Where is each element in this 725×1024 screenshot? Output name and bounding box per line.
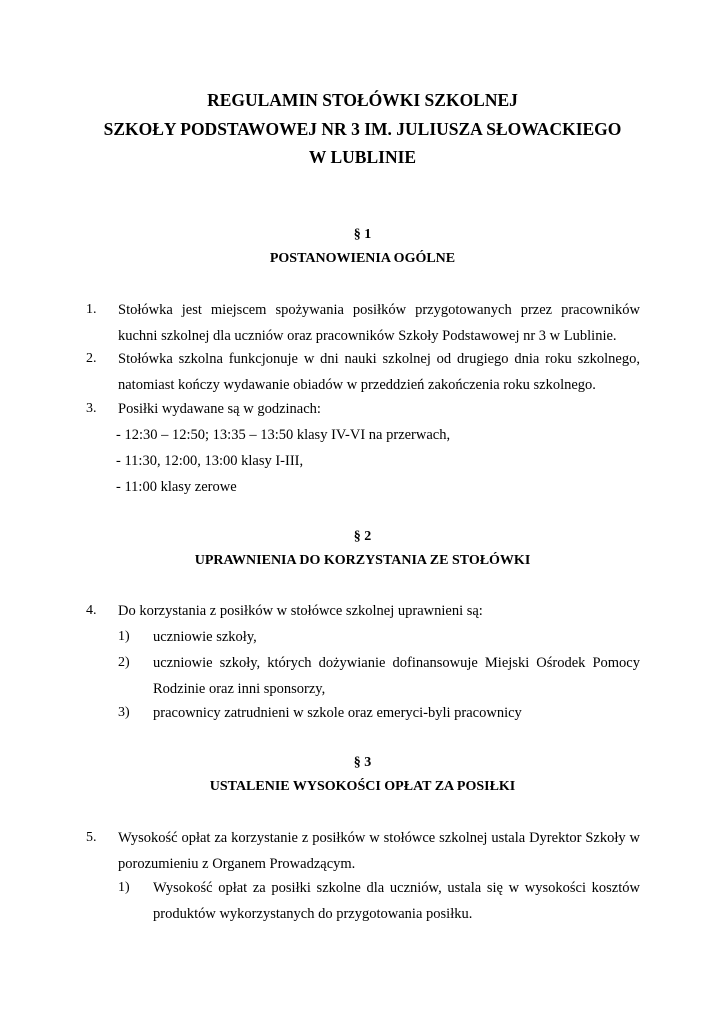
item-4-sub-1-number: 1) <box>118 629 130 644</box>
hours-line-1: - 12:30 – 12:50; 13:35 – 13:50 klasy IV-VI na przerwach, <box>116 427 451 443</box>
item-3-number: 3. <box>86 401 97 416</box>
hours-line-2: - 11:30, 12:00, 13:00 klasy I-III, <box>116 453 304 469</box>
section-2-heading: UPRAWNIENIA DO KORZYSTANIA ZE STOŁÓWKI <box>194 553 531 568</box>
item-5-sub-1-number: 1) <box>118 880 130 895</box>
item-5-number: 5. <box>86 830 97 845</box>
item-3-text: Posiłki wydawane są w godzinach: <box>118 401 321 417</box>
item-2-text: Stołówka szkolna funkcjonuje w dni nauki szkolnej od drugiego dnia roku szkolnego, natomiast kończy wydawanie obiadów w przeddzień zakończenia roku szkolnego. <box>118 351 640 393</box>
item-4-sub-1-text: uczniowie szkoły, <box>153 629 257 645</box>
section-3-number: § 3 <box>353 755 372 770</box>
item-4-number: 4. <box>86 603 97 618</box>
item-4-text: Do korzystania z posiłków w stołówce szkolnej uprawnieni są: <box>118 603 483 619</box>
item-1-number: 1. <box>86 302 97 317</box>
item-4-sub-2-number: 2) <box>118 655 130 670</box>
item-5-text: Wysokość opłat za korzystanie z posiłków w stołówce szkolnej ustala Dyrektor Szkoły w porozumieniu z Organem Prowadzącym. <box>118 830 640 872</box>
item-1-text: Stołówka jest miejscem spożywania posiłków przygotowanych przez pracowników kuchni szkolnej dla uczniów oraz pracowników Szkoły Podstawowej nr 3 w Lublinie. <box>118 302 640 344</box>
item-5-sub-1-text: Wysokość opłat za posiłki szkolne dla uczniów, ustala się w wysokości kosztów produktów wykorzystanych do przygotowania posiłku. <box>153 880 640 922</box>
section-1-number: § 1 <box>353 227 372 242</box>
item-4-sub-3-text: pracownicy zatrudnieni w szkole oraz emeryci-byli pracownicy <box>153 705 522 721</box>
title-line-3: W LUBLINIE <box>308 147 417 167</box>
item-2-number: 2. <box>86 351 97 366</box>
document-title <box>0 86 725 172</box>
item-4-sub-2-text: uczniowie szkoły, których dożywianie dofinansowuje Miejski Ośrodek Pomocy Rodzinie oraz inni sponsorzy, <box>153 655 640 697</box>
section-2-number: § 2 <box>353 529 372 544</box>
hours-line-3: - 11:00 klasy zerowe <box>116 479 237 495</box>
title-line-1: REGULAMIN STOŁÓWKI SZKOLNEJ <box>207 90 518 110</box>
item-4-sub-3-number: 3) <box>118 705 130 720</box>
section-1-heading: POSTANOWIENIA OGÓLNE <box>269 251 456 266</box>
section-3-heading: USTALENIE WYSOKOŚCI OPŁAT ZA POSIŁKI <box>209 779 516 794</box>
title-line-2: SZKOŁY PODSTAWOWEJ NR 3 IM. JULIUSZA SŁOWACKIEGO <box>103 118 622 139</box>
